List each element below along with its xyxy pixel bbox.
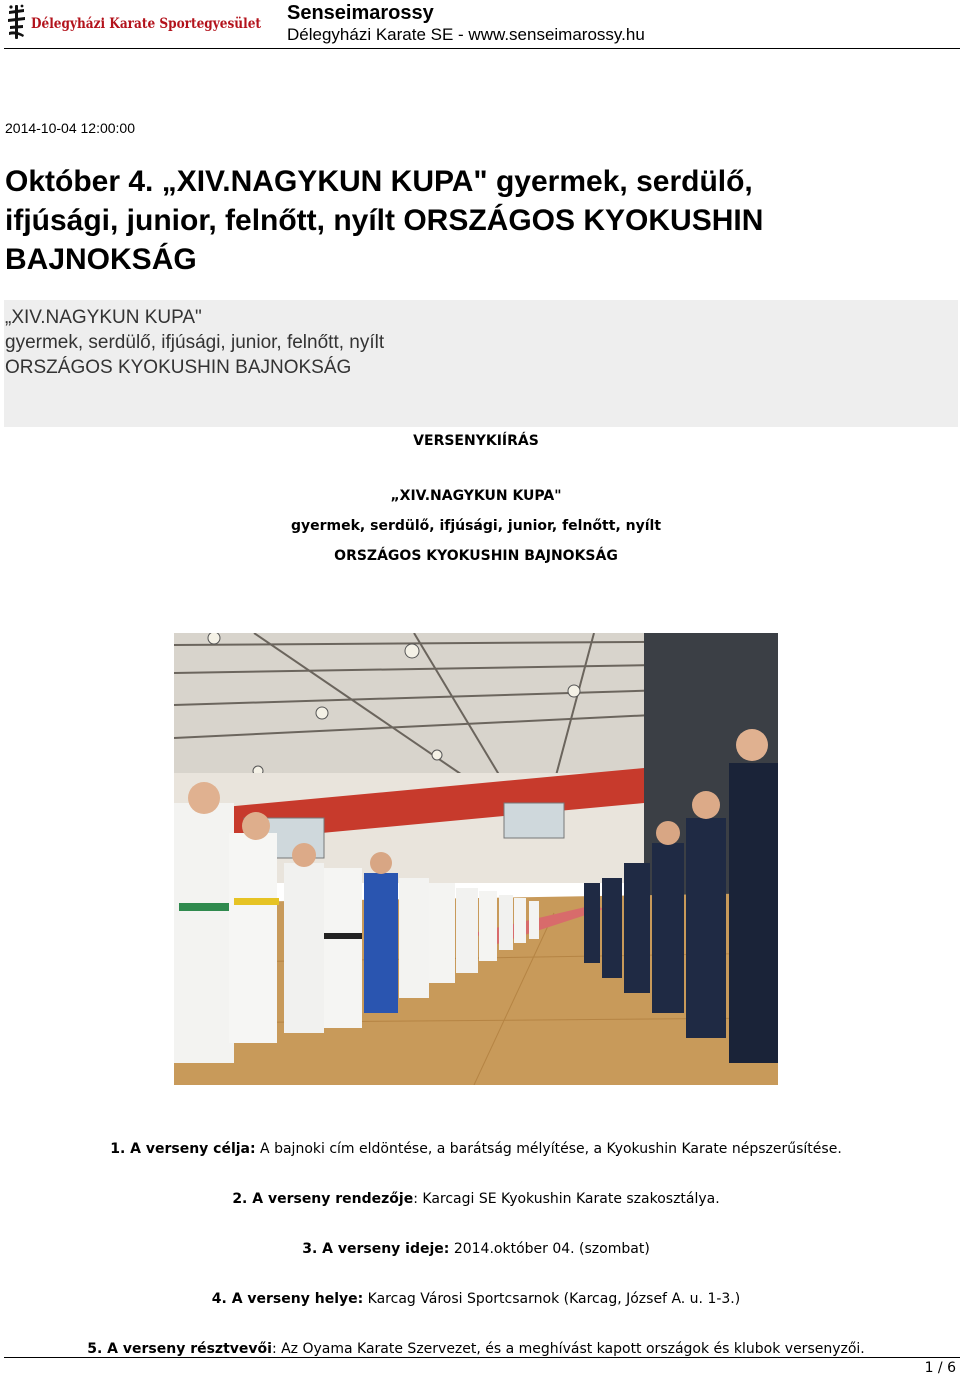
info-item [0,1140,952,1158]
site-subtitle: Délegyházi Karate SE - www.senseimarossy.hu [287,25,645,44]
info-item-label: 3. A verseny ideje: [302,1241,450,1257]
announcement-heading: VERSENYKIÍRÁS [413,433,539,449]
article-title-line: ifjúsági, junior, felnőtt, nyílt ORSZÁGOS KYOKUSHIN [5,204,764,237]
info-item [0,1240,952,1258]
intro-line: gyermek, serdülő, ifjúsági, junior, felnőtt, nyílt [5,332,385,353]
svg-text:Délegyházi Karate Sportegyesül: Délegyházi Karate Sportegyesület [31,16,262,32]
intro-line: ORSZÁGOS KYOKUSHIN BAJNOKSÁG [5,357,352,378]
info-item-label: 4. A verseny helye: [211,1291,364,1307]
article-title [5,162,955,279]
info-item-text: Karcag Városi Sportcsarnok (Karcag, József A. u. 1-3.) [363,1291,741,1307]
info-item [0,1190,952,1208]
info-item-label: 1. A verseny célja: [110,1141,256,1157]
info-item-label: 2. A verseny rendezője [232,1191,414,1207]
info-item-text: : Az Oyama Karate Szervezet, és a meghívást kapott országok és klubok versenyzői. [271,1341,865,1357]
site-title: Senseimarossy [287,2,434,24]
club-logo [6,4,276,40]
intro-line: „XIV.NAGYKUN KUPA" [5,307,202,328]
info-item [0,1340,952,1358]
post-datetime: 2014-10-04 12:00:00 [5,120,135,136]
page-header [0,0,960,50]
article-title-line: Október 4. „XIV.NAGYKUN KUPA" gyermek, serdülő, [5,165,753,198]
event-name: „XIV.NAGYKUN KUPA" [390,488,562,504]
info-item-label: 5. A verseny résztvevői [87,1341,272,1357]
header-divider [4,48,960,49]
info-item-text: A bajnoki cím eldöntése, a barátság mélyítése, a Kyokushin Karate népszerűsítése. [255,1141,842,1157]
info-item-text: : Karcagi SE Kyokushin Karate szakosztálya. [413,1191,720,1207]
event-photo [174,633,778,1085]
article-title-line: BAJNOKSÁG [5,243,197,276]
event-type: ORSZÁGOS KYOKUSHIN BAJNOKSÁG [334,548,618,564]
info-item-text: 2014.október 04. (szombat) [449,1241,650,1257]
intro-box [4,300,958,427]
page-number: 1 / 6 [924,1360,956,1376]
event-categories: gyermek, serdülő, ifjúsági, junior, felnőtt, nyílt [290,518,662,534]
footer-divider [4,1357,960,1358]
info-item [0,1290,952,1308]
